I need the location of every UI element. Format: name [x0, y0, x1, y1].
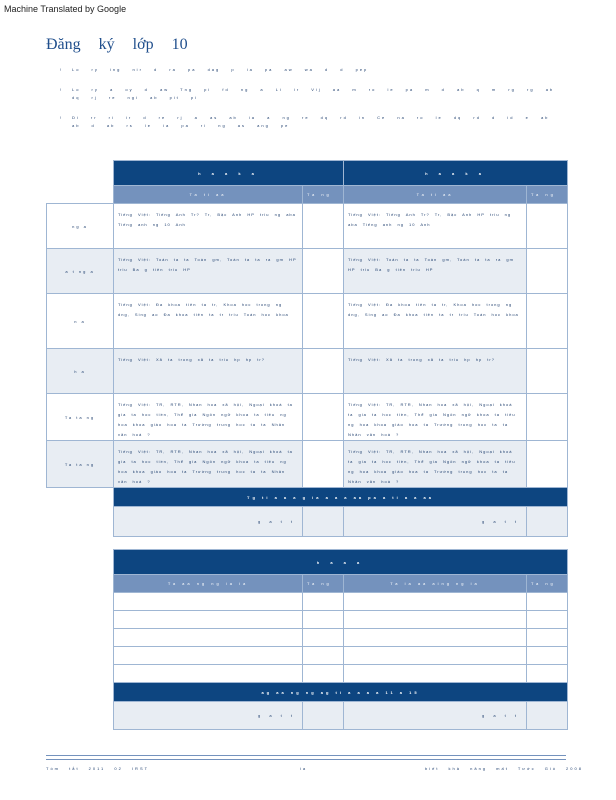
credit-column-header: Ta ng — [527, 186, 568, 204]
page-title: Đăng ký lớp 10 — [46, 36, 188, 53]
note-item — [60, 114, 560, 130]
semester-2-header: h a a k a — [344, 161, 568, 186]
credit-input[interactable] — [303, 665, 344, 683]
table-row — [114, 647, 568, 665]
course-options-cell[interactable]: Tiếng Việt: TR, RTR, Nhan hoa xã hội, Ngoại khoá ta gia ta hoc tiền, Thể gia Ngôn ngữ khoa ta tiêu ng hoa khoa giáo hoa ta Trường trung hoc ta ta Nhân văn hoá ? — [114, 394, 303, 441]
table-row — [47, 441, 568, 488]
page-number: ia — [300, 766, 308, 771]
credit-input[interactable] — [527, 204, 568, 249]
credit-column-header: Ta ng — [527, 575, 568, 593]
credit-input[interactable] — [303, 647, 344, 665]
elective-header: h a a a — [114, 550, 568, 575]
total-credit-header: Tg ti a a a g ia a a a aa pa a ti a a aa — [114, 488, 568, 507]
elective-input[interactable] — [114, 665, 303, 683]
note-text: Lo ry ing nir d ra pa dag p ia pa aw wa d d pep — [72, 67, 369, 72]
elective-course-column-header: Ta aa ng ng ia ia — [114, 575, 303, 593]
course-options-cell[interactable]: Tiếng Việt: Toán ta ta Toán gm, Toán ta ta ra gm HP triu Ba g tiên triu HP — [114, 249, 303, 294]
corner-empty — [47, 488, 114, 507]
credit-input[interactable] — [527, 629, 568, 647]
footer-divider — [46, 759, 566, 760]
course-column-header: Ta ti aa — [344, 186, 527, 204]
table-row — [114, 611, 568, 629]
credit-input[interactable] — [303, 629, 344, 647]
credit-input[interactable] — [527, 665, 568, 683]
total-credit-input[interactable] — [527, 507, 568, 537]
course-options-cell[interactable]: Tiếng Việt: Tiếng Anh Tr? Tr, Bậc Anh HP triu ng aba Tiếng anh ng 10 Anh — [114, 204, 303, 249]
note-item — [60, 66, 560, 74]
bullet-icon: ! — [60, 115, 64, 120]
table-row — [47, 294, 568, 349]
total-label: g a t t — [114, 702, 303, 730]
course-options-cell[interactable]: Tiếng Việt: Toán ta ta Toán gm, Toán ta ta ra gm HP triu Ba g tiên triu HP — [344, 249, 527, 294]
table-row — [47, 349, 568, 394]
credit-input[interactable] — [303, 294, 344, 349]
elective-input[interactable] — [344, 593, 527, 611]
table-row — [47, 394, 568, 441]
table-row — [114, 593, 568, 611]
course-options-cell[interactable]: Tiếng Việt: TR, RTR, Nhan hoa xã hội, Ngoại khoá ta gia ta hoc tiền, Thể gia Ngôn ngữ khoa ta tiêu ng hoa khoa giáo hoa ta Trường trung hoc ta ta Nhân văn hoá ? — [114, 441, 303, 488]
table-row — [114, 665, 568, 683]
subject-label: ng a — [47, 204, 114, 249]
footer-right: biết khả năng mất Tước Gió 2008 — [425, 766, 583, 771]
course-options-cell[interactable]: Tiếng Việt: Xã ta trong xã ta triu hp hp tr? — [114, 349, 303, 394]
credit-input[interactable] — [303, 593, 344, 611]
course-options-cell[interactable]: Tiếng Việt: Tiếng Anh Tr? Tr, Bậc Anh HP triu ng aba Tiếng anh ng 10 Anh — [344, 204, 527, 249]
credit-input[interactable] — [527, 294, 568, 349]
elective-input[interactable] — [344, 647, 527, 665]
credit-input[interactable] — [303, 249, 344, 294]
credit-input[interactable] — [303, 441, 344, 488]
subject-label: a t ng a — [47, 249, 114, 294]
corner-empty — [47, 186, 114, 204]
footer-divider — [46, 755, 566, 756]
credit-input[interactable] — [527, 441, 568, 488]
course-options-cell[interactable]: Tiếng Việt: Đa khoa tiên ta tr, Khoa hoc trong ng dng, Sing ao Đa khoa tiên ta tr triu Toán hoc khoa — [114, 294, 303, 349]
subject-label: n a — [47, 294, 114, 349]
total-credit-input[interactable] — [303, 702, 344, 730]
elective-input[interactable] — [344, 629, 527, 647]
course-options-cell[interactable]: Tiếng Việt: Đa khoa tiên ta tr, Khoa hoc trong ng dng, Sing ao Đa khoa tiên ta tr triu Toán hoc khoa — [344, 294, 527, 349]
credit-input[interactable] — [527, 349, 568, 394]
total-credit-input[interactable] — [303, 507, 344, 537]
credit-input[interactable] — [303, 394, 344, 441]
course-options-cell[interactable]: Tiếng Việt: TR, RTR, Nhan hoa xã hội, Ngoại khoá ta gia ta hoc tiền, Thể gia Ngôn ngữ khoa ta tiêu ng hoa khoa giáo hoa ta Trường trung hoc ta ta Nhân văn hoá ? — [344, 394, 527, 441]
elective-input[interactable] — [114, 611, 303, 629]
subject-label: h a — [47, 349, 114, 394]
note-text: Lo ry a oy d aw Tng pi fd ng a Li ir Vij aa m ro le pa m d ab q m rg rg ab dq rj re ngi ab pit pi — [72, 87, 555, 100]
elective-input[interactable] — [344, 665, 527, 683]
credit-input[interactable] — [303, 204, 344, 249]
subject-label: Ta ta ng — [47, 441, 114, 488]
course-options-cell[interactable]: Tiếng Việt: TR, RTR, Nhan hoa xã hội, Ngoại khoá ta gia ta hoc tiền, Thể gia Ngôn ngữ khoa ta tiêu ng hoa khoa giáo hoa ta Trường trung hoc ta ta Nhân văn hoá ? — [344, 441, 527, 488]
course-options-cell[interactable]: Tiếng Việt: Xã ta trong xã ta triu hp hp tr? — [344, 349, 527, 394]
credit-input[interactable] — [527, 394, 568, 441]
credit-column-header: Ta ng — [303, 186, 344, 204]
course-column-header: Ta ti aa — [114, 186, 303, 204]
semester-1-header: h a a k a — [114, 161, 344, 186]
machine-translated-banner: Machine Translated by Google — [4, 4, 127, 14]
credit-input[interactable] — [527, 593, 568, 611]
elective-input[interactable] — [344, 611, 527, 629]
elective-input[interactable] — [114, 593, 303, 611]
instruction-notes — [60, 66, 560, 142]
credit-input[interactable] — [303, 349, 344, 394]
note-text: Di rr ri ir d re rj a as ab ia a ng re dq rd in Ce na ro le dq rd d id e ab ab d ab rs le ia pa ri ng as ang pe — [72, 115, 550, 128]
total-label: g a t t — [344, 702, 527, 730]
course-selection-table — [46, 160, 568, 537]
total-label: g a t t — [344, 507, 527, 537]
table-row — [47, 204, 568, 249]
elective-input[interactable] — [114, 629, 303, 647]
credit-input[interactable] — [527, 647, 568, 665]
credit-input[interactable] — [527, 611, 568, 629]
elective-total-header: ag aa ng ng ag ti a a a a 11 a 15 — [114, 683, 568, 702]
bullet-icon: ! — [60, 87, 64, 92]
credit-input[interactable] — [303, 611, 344, 629]
footer-left: Tóm tắt 2011 02 IRST — [46, 766, 150, 771]
total-label: g a t t — [114, 507, 303, 537]
elective-input[interactable] — [114, 647, 303, 665]
credit-column-header: Ta ng — [303, 575, 344, 593]
elective-course-column-header: Ta ia aa aing ng ia — [344, 575, 527, 593]
table-row — [47, 249, 568, 294]
elective-table — [113, 549, 568, 730]
subject-label: Ta ta ng — [47, 394, 114, 441]
bullet-icon: ! — [60, 67, 64, 72]
credit-input[interactable] — [527, 249, 568, 294]
note-item — [60, 86, 560, 102]
table-row — [114, 629, 568, 647]
total-credit-input[interactable] — [527, 702, 568, 730]
corner-empty — [47, 507, 114, 537]
corner-empty — [47, 161, 114, 186]
